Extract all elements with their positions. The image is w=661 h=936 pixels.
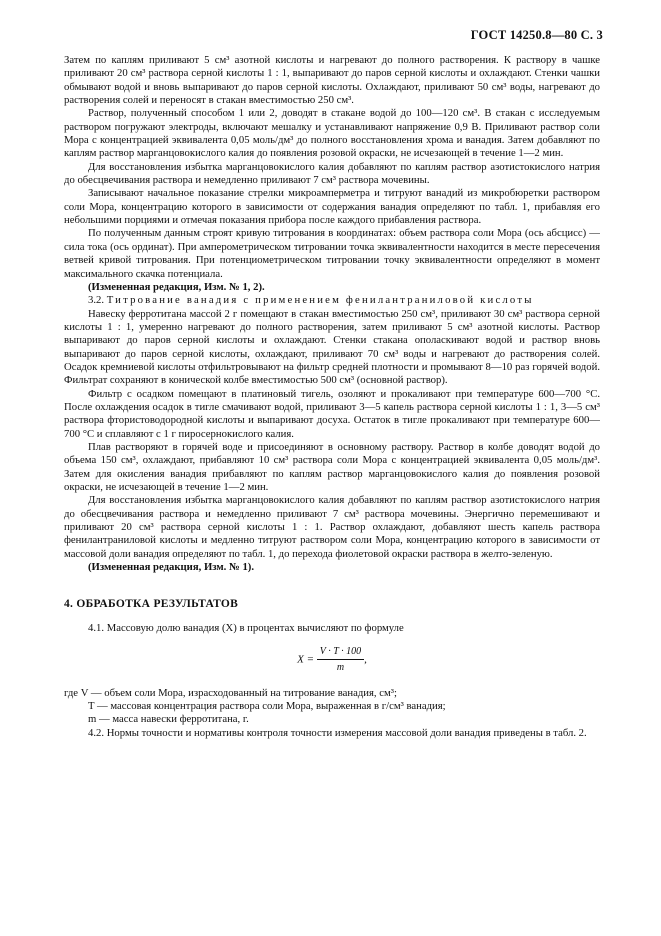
formula-legend-v: где V — объем соли Мора, израсходованный на титрование ванадия, см³; — [64, 686, 397, 699]
paragraph: Для восстановления избытка марганцовокислого калия добавляют по каплям раствор азотистокислого натрия до обесцвечивания раствора и немедленно приливают 7 см³ раствора мочевины. Энергично перемешивают и приливают 20 см³ раствора серной кислоты 1 : 1. Раствор охлаждают, добавляют шесть капель раствора фенилантраниловой кислоты и медленно титруют раствором соли Мора, концентрацию которого в зависимости от массовой доли ванадия определяют по табл. 1, до перехода фиолетовой окраски раствора в желто-зеленую. — [64, 494, 600, 560]
subsection-title: Титрование ванадия с применением фенилантраниловой кислоты — [106, 294, 534, 307]
paragraph: 4.2. Нормы точности и нормативы контроля точности измерения массовой доли ванадия приведены в табл. 2. — [88, 726, 587, 739]
formula-legend-t: T — массовая концентрация раствора соли Мора, выраженная в г/см³ ванадия; — [88, 700, 446, 713]
formula-legend-m: m — масса навески ферротитана, г. — [88, 713, 249, 726]
formula — [64, 645, 600, 675]
paragraph: 4.1. Массовую долю ванадия (X) в процентах вычисляют по формуле — [88, 621, 404, 634]
subsection-number: 3.2. — [88, 294, 105, 307]
formula-numerator: V · T · 100 — [317, 645, 364, 660]
section-title: 4. ОБРАБОТКА РЕЗУЛЬТАТОВ — [64, 598, 239, 611]
paragraph: Раствор, полученный способом 1 или 2, доводят в стакане водой до 100—120 см³. В стакан с исследуемым раствором погружают электроды, включают мешалку и устанавливают напряжение 0,9 В. Приливают раствор соли Мора с концентрацией эквивалента 0,05 моль/дм³ до полного восстановления хрома и ванадия. Затем добавляют по каплям раствор марганцовокислого калия до появления розовой окраски, не исчезающей в течение 1—2 мин. — [64, 107, 600, 160]
paragraph: Затем по каплям приливают 5 см³ азотной кислоты и нагревают до полного растворения. К раствору в чашке приливают 20 см³ раствора серной кислоты 1 : 1, выпаривают до паров серной кислоты и охлаждают. Стенки чашки обмывают водой и вновь выпаривают до паров серной кислоты. Охлаждают, приливают 50 см³ воды, нагревают до растворения солей и переносят в стакан вместимостью 250 см³. — [64, 54, 600, 107]
paragraph: По полученным данным строят кривую титрования в координатах: объем раствора соли Мора (ось абсцисс) — сила тока (ось ординат). При амперометрическом титровании точка эквивалентности находится в месте пересечения ветвей кривой титрования. При потенциометрическом титровании точку эквивалентности определяют в момент максимального скачка потенциала. — [64, 227, 600, 280]
paragraph: Навеску ферротитана массой 2 г помещают в стакан вместимостью 250 см³, приливают 30 см³ раствора серной кислоты 1 : 1, умеренно нагревают до полного растворения, затем приливают 5 см³ азотной кислоты. Раствор выпаривают до паров серной кислоты и охлаждают. Стенки стакана ополаскивают водой и раствор вновь выпаривают до паров серной кислоты, охлаждают, приливают 70 см³ воды и нагревают до растворения солей. Осадок кремниевой кислоты отфильтровывают на фильтр средней плотности и промывают 8—10 раз горячей водой. Фильтрат сохраняют в конической колбе вместимостью 500 см³ (основной раствор). — [64, 307, 600, 387]
revision-note: (Измененная редакция, Изм. № 1). — [88, 561, 255, 574]
paragraph: Плав растворяют в горячей воде и присоединяют в основному раствору. Раствор в колбе доводят водой до объема 150 см³, охлаждают, прибавляют 10 см³ раствора соли Мора с концентрацией эквивалента 0,05 моль/дм³. Затем для окисления ванадия прибавляют по каплям раствор марганцовокислого калия до появления розовой окраски, не исчезающей в течение 1—2 мин. — [64, 440, 600, 493]
subsection-heading — [64, 294, 600, 307]
paragraph: Для восстановления избытка марганцовокислого калия добавляют по каплям раствор азотистокислого натрия до обесцвечивания раствора и немедленно приливают 7 см³ раствора мочевины. — [64, 160, 600, 187]
formula-tail: , — [364, 653, 367, 666]
revision-note: (Измененная редакция, Изм. № 1, 2). — [88, 280, 265, 293]
paragraph: Фильтр с осадком помещают в платиновый тигель, озоляют и прокаливают при температуре 600—700 °С. После охлаждения осадок в тигле смачивают водой, приливают 3—5 капель раствора серной кислоты 1 : 1, 3—5 см³ раствора фтористоводородной кислоты и выпаривают досуха. Остаток в тигле прокаливают при температуре 600—700 °С и сплавляют с 1 г пиросернокислого калия. — [64, 387, 600, 440]
formula-denominator: m — [336, 662, 345, 674]
paragraph: Записывают начальное показание стрелки микроамперметра и титруют ванадий из микробюретки раствором соли Мора, концентрацию которого в зависимости от содержания ванадия определяют по табл. 1, прибавляя его небольшими порциями и отмечая показания прибора после каждого прибавления раствора. — [64, 187, 600, 227]
formula-fraction — [317, 645, 364, 675]
page-header: ГОСТ 14250.8—80 С. 3 — [470, 28, 603, 42]
formula-lhs: X = — [297, 653, 315, 666]
document-body — [64, 54, 600, 740]
